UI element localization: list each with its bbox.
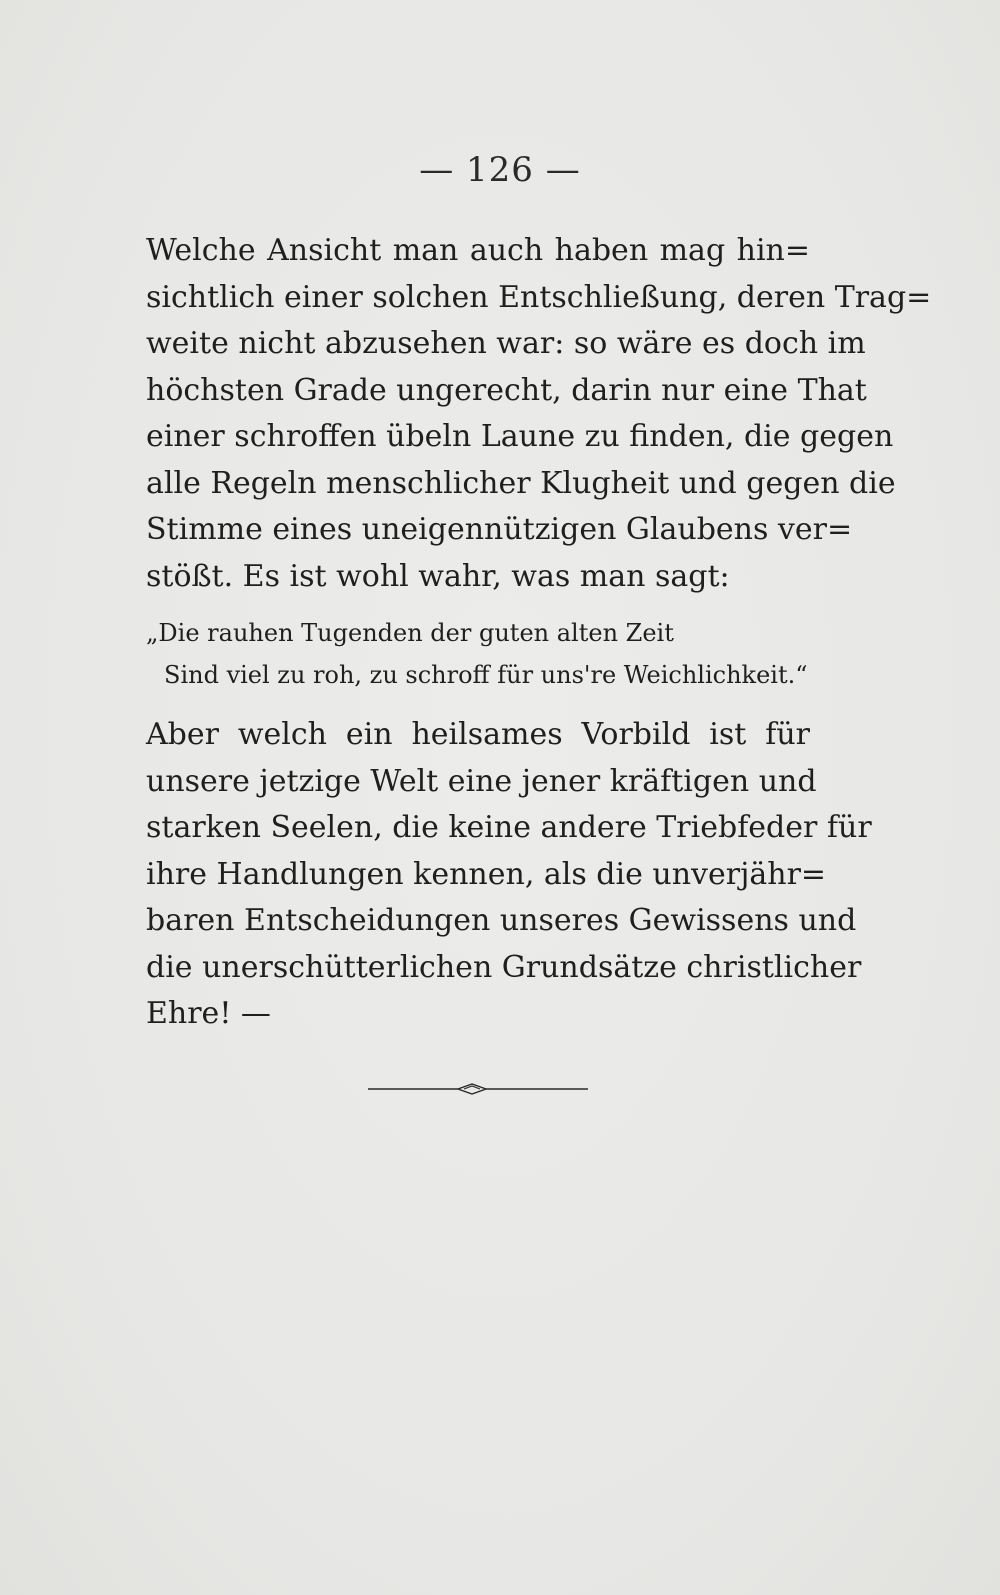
text-line: sichtlich einer solchen Entschließung, deren Trag= (146, 279, 932, 315)
quote-line: „Die rauhen Tugenden der guten alten Zeit (146, 619, 674, 647)
quote-line: Sind viel zu roh, zu schroff für uns're Weichlichkeit.“ (164, 661, 808, 689)
text-line: stößt. Es ist wohl wahr, was man sagt: (146, 558, 730, 594)
text-line: weite nicht abzusehen war: so wäre es doch im (146, 326, 866, 361)
verse-quote (146, 612, 810, 696)
text-line: starken Seelen, die keine andere Triebfeder für (146, 810, 872, 845)
text-line: Welche Ansicht man auch haben mag hin= (146, 233, 810, 268)
text-line: unsere jetzige Welt eine jener kräftigen und (146, 763, 817, 799)
page-number: — 126 — (419, 150, 581, 190)
text-line: ihre Handlungen kennen, als die unverjähr= (146, 856, 827, 892)
text-line: Aber welch ein heilsames Vorbild ist für (146, 717, 810, 752)
text-line: höchsten Grade ungerecht, darin nur eine That (146, 372, 867, 408)
text-line: einer schroffen übeln Laune zu finden, die gegen (146, 419, 894, 454)
decorative-divider-icon (368, 1082, 588, 1096)
text-line: baren Entscheidungen unseres Gewissens und (146, 903, 857, 938)
text-line: Ehre! — (146, 996, 271, 1031)
text-line: Stimme eines uneigennützigen Glaubens ver= (146, 512, 853, 547)
text-line: die unerschütterlichen Grundsätze christlicher (146, 949, 862, 985)
text-line: alle Regeln menschlicher Klugheit und gegen die (146, 465, 896, 501)
paragraph-1 (146, 228, 932, 600)
paragraph-2 (146, 712, 872, 1038)
